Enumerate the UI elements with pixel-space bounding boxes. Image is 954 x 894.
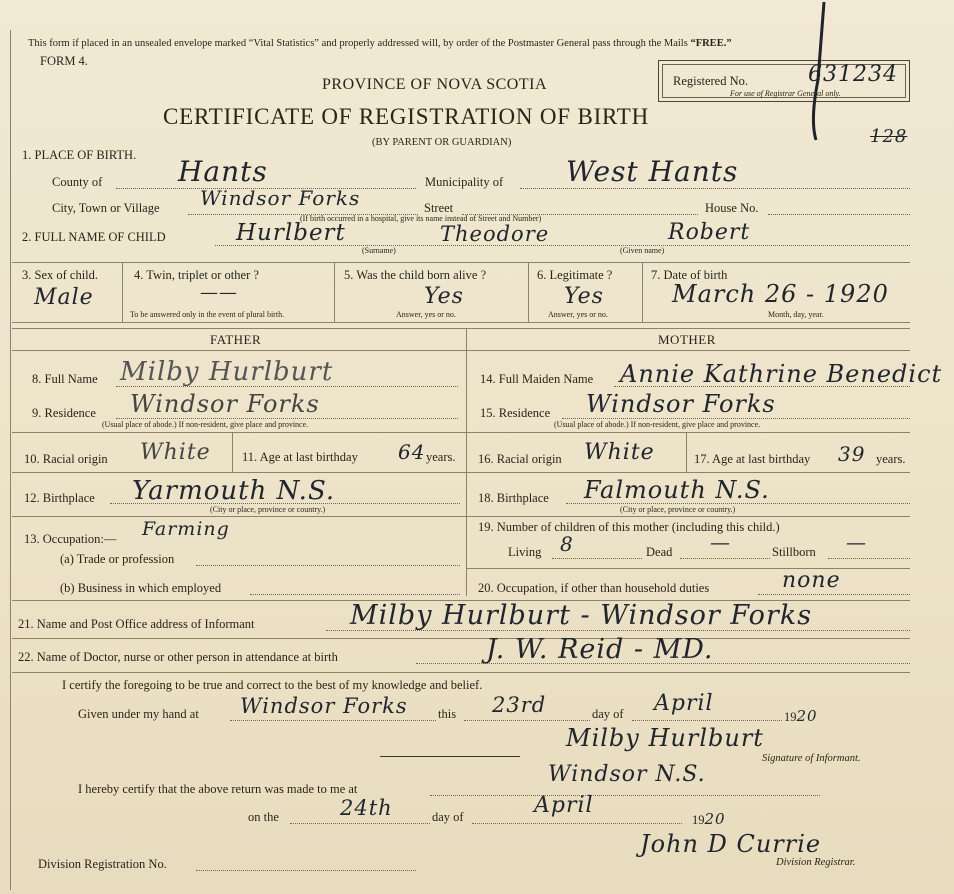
mother-name-label: 14. Full Maiden Name xyxy=(480,372,594,386)
father-racial-label: 10. Racial origin xyxy=(24,452,108,466)
father-occupation-value: Farming xyxy=(142,518,230,540)
return-day-of: day of xyxy=(432,810,464,824)
alive-label: 5. Was the child born alive ? xyxy=(344,268,487,282)
given-place: Windsor Forks xyxy=(240,694,408,718)
place-section-label: 1. PLACE OF BIRTH. xyxy=(22,148,137,162)
given-year-prefix: 19 xyxy=(784,710,797,724)
father-residence-note: (Usual place of abode.) If non-resident, give place and province. xyxy=(102,420,309,429)
mother-heading: MOTHER xyxy=(658,332,716,347)
dead-value: — xyxy=(710,530,731,554)
father-name-value: Milby Hurlburt xyxy=(120,357,334,387)
registrar-caption: Division Registrar. xyxy=(776,857,856,868)
mother-birthplace-value: Falmouth N.S. xyxy=(584,476,770,504)
legitimate-note: Answer, yes or no. xyxy=(548,310,608,319)
father-name-label: 8. Full Name xyxy=(32,372,98,386)
given-day-of: day of xyxy=(592,707,624,721)
date-of-birth-label: 7. Date of birth xyxy=(651,268,728,282)
registered-note: For use of Registrar General only. xyxy=(730,89,841,98)
certificate-title: CERTIFICATE OF REGISTRATION OF BIRTH xyxy=(163,104,650,129)
father-age-value: 64 xyxy=(398,440,426,464)
mother-age-unit: years. xyxy=(876,452,906,466)
father-trade-label: (a) Trade or profession xyxy=(60,552,175,566)
stillborn-label: Stillborn xyxy=(772,545,816,559)
twin-note: To be answered only in the event of plural birth. xyxy=(130,310,285,319)
surname-caption: (Surname) xyxy=(362,246,396,255)
doctor-label: 22. Name of Doctor, nurse or other person in attendance at birth xyxy=(18,650,338,664)
this-label: this xyxy=(438,707,457,721)
mother-racial-value: White xyxy=(584,440,655,465)
postal-notice xyxy=(28,38,732,49)
father-birthplace-value: Yarmouth N.S. xyxy=(132,476,336,506)
father-racial-value: White xyxy=(140,440,211,465)
legitimate-label: 6. Legitimate ? xyxy=(537,268,613,282)
mother-occupation-label: 20. Occupation, if other than household duties xyxy=(478,581,710,595)
stillborn-value: — xyxy=(846,530,867,554)
father-residence-label: 9. Residence xyxy=(32,406,96,420)
on-the-label: on the xyxy=(248,810,279,824)
mother-residence-note: (Usual place of abode.) If non-resident, give place and province. xyxy=(554,420,761,429)
county-label: County of xyxy=(52,175,103,189)
informant-value: Milby Hurlburt - Windsor Forks xyxy=(350,600,813,631)
municipality-label: Municipality of xyxy=(425,175,504,189)
municipality-value: West Hants xyxy=(566,155,739,188)
father-heading: FATHER xyxy=(210,332,262,347)
father-age-label: 11. Age at last birthday xyxy=(242,450,358,464)
father-birthplace-note: (City or place, province or country.) xyxy=(210,505,326,514)
return-place: Windsor N.S. xyxy=(548,762,706,787)
given-caption: (Given name) xyxy=(620,246,665,255)
return-month: April xyxy=(534,793,594,818)
pen-stroke xyxy=(800,0,840,150)
mother-occupation-value: none xyxy=(782,568,841,593)
mother-children-label: 19. Number of children of this mother (including this child.) xyxy=(478,520,780,534)
left-border xyxy=(10,30,11,890)
mother-age-value: 39 xyxy=(838,442,866,466)
registrar-signature: John D Currie xyxy=(640,830,822,858)
sex-label: 3. Sex of child. xyxy=(22,268,99,282)
father-age-unit: years. xyxy=(426,450,456,464)
return-year-suffix: 20 xyxy=(704,810,726,828)
street-note: (If birth occurred in a hospital, give its name instead of Street and Number) xyxy=(300,214,542,223)
given-label: Given under my hand at xyxy=(78,707,199,721)
given-day: 23rd xyxy=(492,693,547,717)
twin-label: 4. Twin, triplet or other ? xyxy=(134,268,259,282)
return-statement: I hereby certify that the above return was made to me at xyxy=(78,782,358,796)
living-value: 8 xyxy=(560,532,574,556)
living-label: Living xyxy=(508,545,542,559)
postal-notice-text: This form if placed in an unsealed envelope marked “Vital Statistics” and properly addressed will, by order of the Postmaster General pass through the Mails xyxy=(28,38,688,49)
return-year-prefix: 19 xyxy=(692,813,705,827)
doctor-value: J. W. Reid - MD. xyxy=(486,634,714,665)
division-registration-label: Division Registration No. xyxy=(38,857,167,871)
date-of-birth-value: March 26 - 1920 xyxy=(672,280,889,308)
county-value: Hants xyxy=(178,155,268,188)
mother-residence-label: 15. Residence xyxy=(480,406,551,420)
street-label: Street xyxy=(424,201,454,215)
given-year-suffix: 20 xyxy=(796,707,818,725)
father-occupation-label: 13. Occupation:— xyxy=(24,532,117,546)
child-surname: Hurlbert xyxy=(236,220,346,246)
certificate-subtitle: (BY PARENT OR GUARDIAN) xyxy=(372,137,512,148)
child-name-label: 2. FULL NAME OF CHILD xyxy=(22,230,166,244)
date-of-birth-note: Month, day, year. xyxy=(768,310,824,319)
father-birthplace-label: 12. Birthplace xyxy=(24,491,95,505)
twin-value: —— xyxy=(200,282,238,303)
house-label: House No. xyxy=(705,201,759,215)
mother-birthplace-label: 18. Birthplace xyxy=(478,491,549,505)
alive-note: Answer, yes or no. xyxy=(396,310,456,319)
legitimate-value: Yes xyxy=(564,284,604,309)
province-heading: PROVINCE OF NOVA SCOTIA xyxy=(322,76,548,93)
mother-age-label: 17. Age at last birthday xyxy=(694,452,811,466)
father-residence-value: Windsor Forks xyxy=(130,390,320,418)
city-value: Windsor Forks xyxy=(200,186,361,210)
mother-birthplace-note: (City or place, province or country.) xyxy=(620,505,736,514)
child-given-name: Robert xyxy=(668,220,751,245)
dead-label: Dead xyxy=(646,545,673,559)
certify-statement: I certify the foregoing to be true and correct to the best of my knowledge and belief. xyxy=(62,678,483,692)
father-business-label: (b) Business in which employed xyxy=(60,581,222,595)
margin-mark: 128 xyxy=(870,126,908,147)
form-number: FORM 4. xyxy=(40,54,88,68)
sex-value: Male xyxy=(34,285,94,310)
postal-notice-free: “FREE.” xyxy=(690,38,732,49)
informant-signature: Milby Hurlburt xyxy=(566,724,764,752)
mother-residence-value: Windsor Forks xyxy=(586,390,776,418)
registered-label: Registered No. xyxy=(673,74,748,88)
mother-name-value: Annie Kathrine Benedict xyxy=(620,360,943,388)
informant-label: 21. Name and Post Office address of Informant xyxy=(18,617,255,631)
given-month: April xyxy=(654,691,714,716)
child-middle-name: Theodore xyxy=(440,222,550,246)
mother-racial-label: 16. Racial origin xyxy=(478,452,562,466)
city-label: City, Town or Village xyxy=(52,201,160,215)
registered-number: 631234 xyxy=(808,62,898,87)
informant-signature-caption: Signature of Informant. xyxy=(762,753,861,764)
alive-value: Yes xyxy=(424,284,464,309)
return-day: 24th xyxy=(340,796,393,820)
